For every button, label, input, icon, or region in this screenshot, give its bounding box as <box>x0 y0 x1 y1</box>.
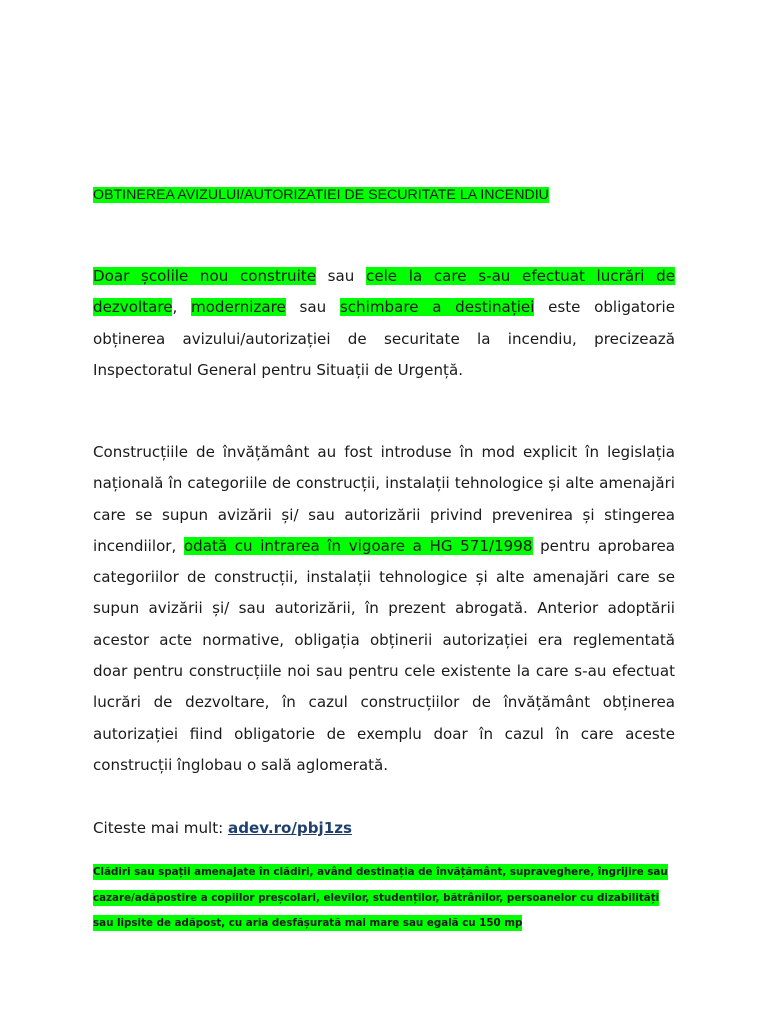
text-segment: sau <box>285 298 340 317</box>
highlight-development-works: cele la care s-au efectuat lucrări de dezvoltare <box>93 267 676 317</box>
read-more-line <box>93 815 352 841</box>
text-segment: Construcțiile de învățământ au fost introduse în mod explicit în legislația națională în categoriile de construcții, instalații tehnologice și alte amenajări care se supun avizării și/ sau autorizării privind prevenirea și stingerea incendiilor, <box>93 443 675 555</box>
text-segment: pentru aprobarea categoriilor de construcții, instalații tehnologice și alte amenajări care se supun avizării și/ sau autorizării, în prezent abrogată. Anterior adoptării acestor acte normative, obligația obținerii autorizației era reglementată doar pentru construcțiile noi sau pentru cele existente la care s-au efectuat lucrări de dezvoltare, în cazul construcțiilor de învățământ obținerea autorizației fiind obligatorie de exemplu doar în cazul în care aceste construcții înglobau o sală aglomerată. <box>93 536 676 774</box>
highlight-destination-change: schimbare a destinației <box>339 298 535 317</box>
highlight-modernization: modernizare <box>190 298 286 317</box>
document-title <box>93 184 549 206</box>
text-segment: sau <box>316 267 367 285</box>
paragraph-legislation <box>93 437 675 781</box>
read-more-label: Citeste mai mult: <box>93 819 229 837</box>
highlight-new-schools: Doar școlile nou construite <box>93 267 316 285</box>
text-segment: , <box>172 298 191 317</box>
title-highlight: OBTINEREA AVIZULUI/AUTORIZATIEI DE SECURITATE LA INCENDIU <box>93 187 549 203</box>
paragraph-intro <box>93 261 675 386</box>
read-more-link[interactable]: adev.ro/pbj1zs <box>228 819 352 837</box>
footnote-paragraph <box>93 860 677 937</box>
text-segment: este obligatorie obținerea avizului/autorizației de securitate la incendiu, precizează Inspectoratul General pentru Situații de Urgență. <box>93 298 675 379</box>
highlight-hg-571: odată cu intrarea în vigoare a HG 571/1998 <box>183 536 533 555</box>
footnote-highlight: Clădiri sau spații amenajate în clădiri, având destinația de învățământ, supraveghere, îngrijire sau cazare/adăpostire a copiilor preșcolari, elevilor, studenților, bătrânilor, persoanelor cu dizabilități sau lipsite de adăpost, cu aria desfășurată mai mare sau egală cu 150 mp <box>93 866 668 929</box>
